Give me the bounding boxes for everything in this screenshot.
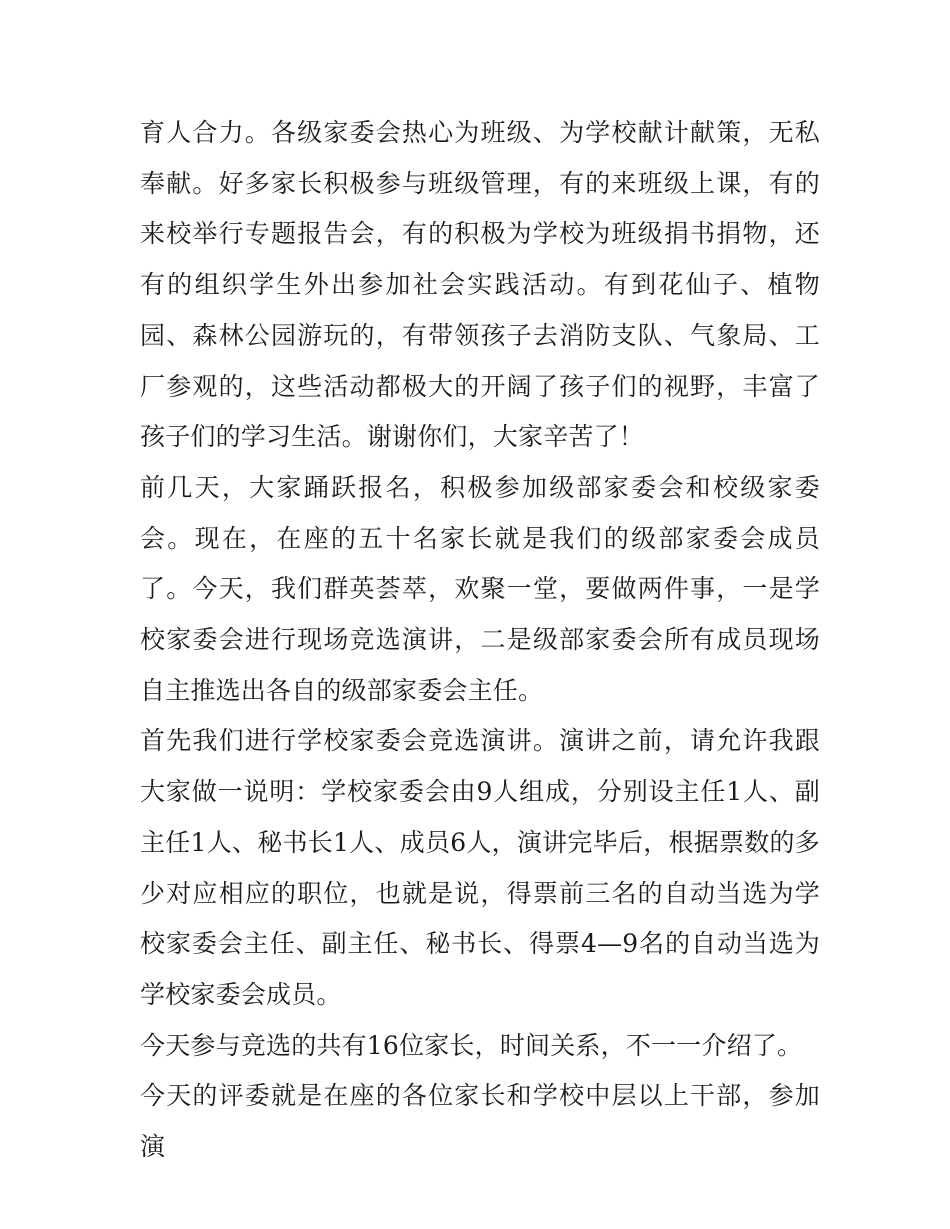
paragraph-judges: 今天的评委就是在座的各位家长和学校中层以上干部，参加演: [140, 1081, 820, 1162]
paragraph-candidates: 今天参与竞选的共有16位家长，时间关系，不一一介绍了。: [140, 1030, 803, 1060]
document-body: [140, 108, 820, 1173]
paragraph-registration: 前几天，大家踊跃报名，积极参加级部家委会和校级家委会。现在，在座的五十名家长就是我们的级部家委会成员了。今天，我们群英荟萃，欢聚一堂，要做两件事，一是学校家委会进行现场竞选演讲，二是级部家委会所有成员现场自主推选出各自的级部家委会主任。: [140, 472, 820, 705]
paragraph-parent-committee-thanks: 育人合力。各级家委会热心为班级、为学校献计献策，无私奉献。好多家长积极参与班级管理，有的来班级上课，有的来校举行专题报告会，有的积极为学校为班级捐书捐物，还有的组织学生外出参加社会实践活动。有到花仙子、植物园、森林公园游玩的，有带领孩子去消防支队、气象局、工厂参观的，这些活动都极大的开阔了孩子们的视野，丰富了孩子们的学习生活。谢谢你们，大家辛苦了！: [140, 118, 820, 452]
paragraph-election-rules: 首先我们进行学校家委会竞选演讲。演讲之前，请允许我跟大家做一说明：学校家委会由9人组成，分别设主任1人、副主任1人、秘书长1人、成员6人，演讲完毕后，根据票数的多少对应相应的职位，也就是说，得票前三名的自动当选为学校家委会主任、副主任、秘书长、得票4—9名的自动当选为学校家委会成员。: [140, 726, 820, 1009]
